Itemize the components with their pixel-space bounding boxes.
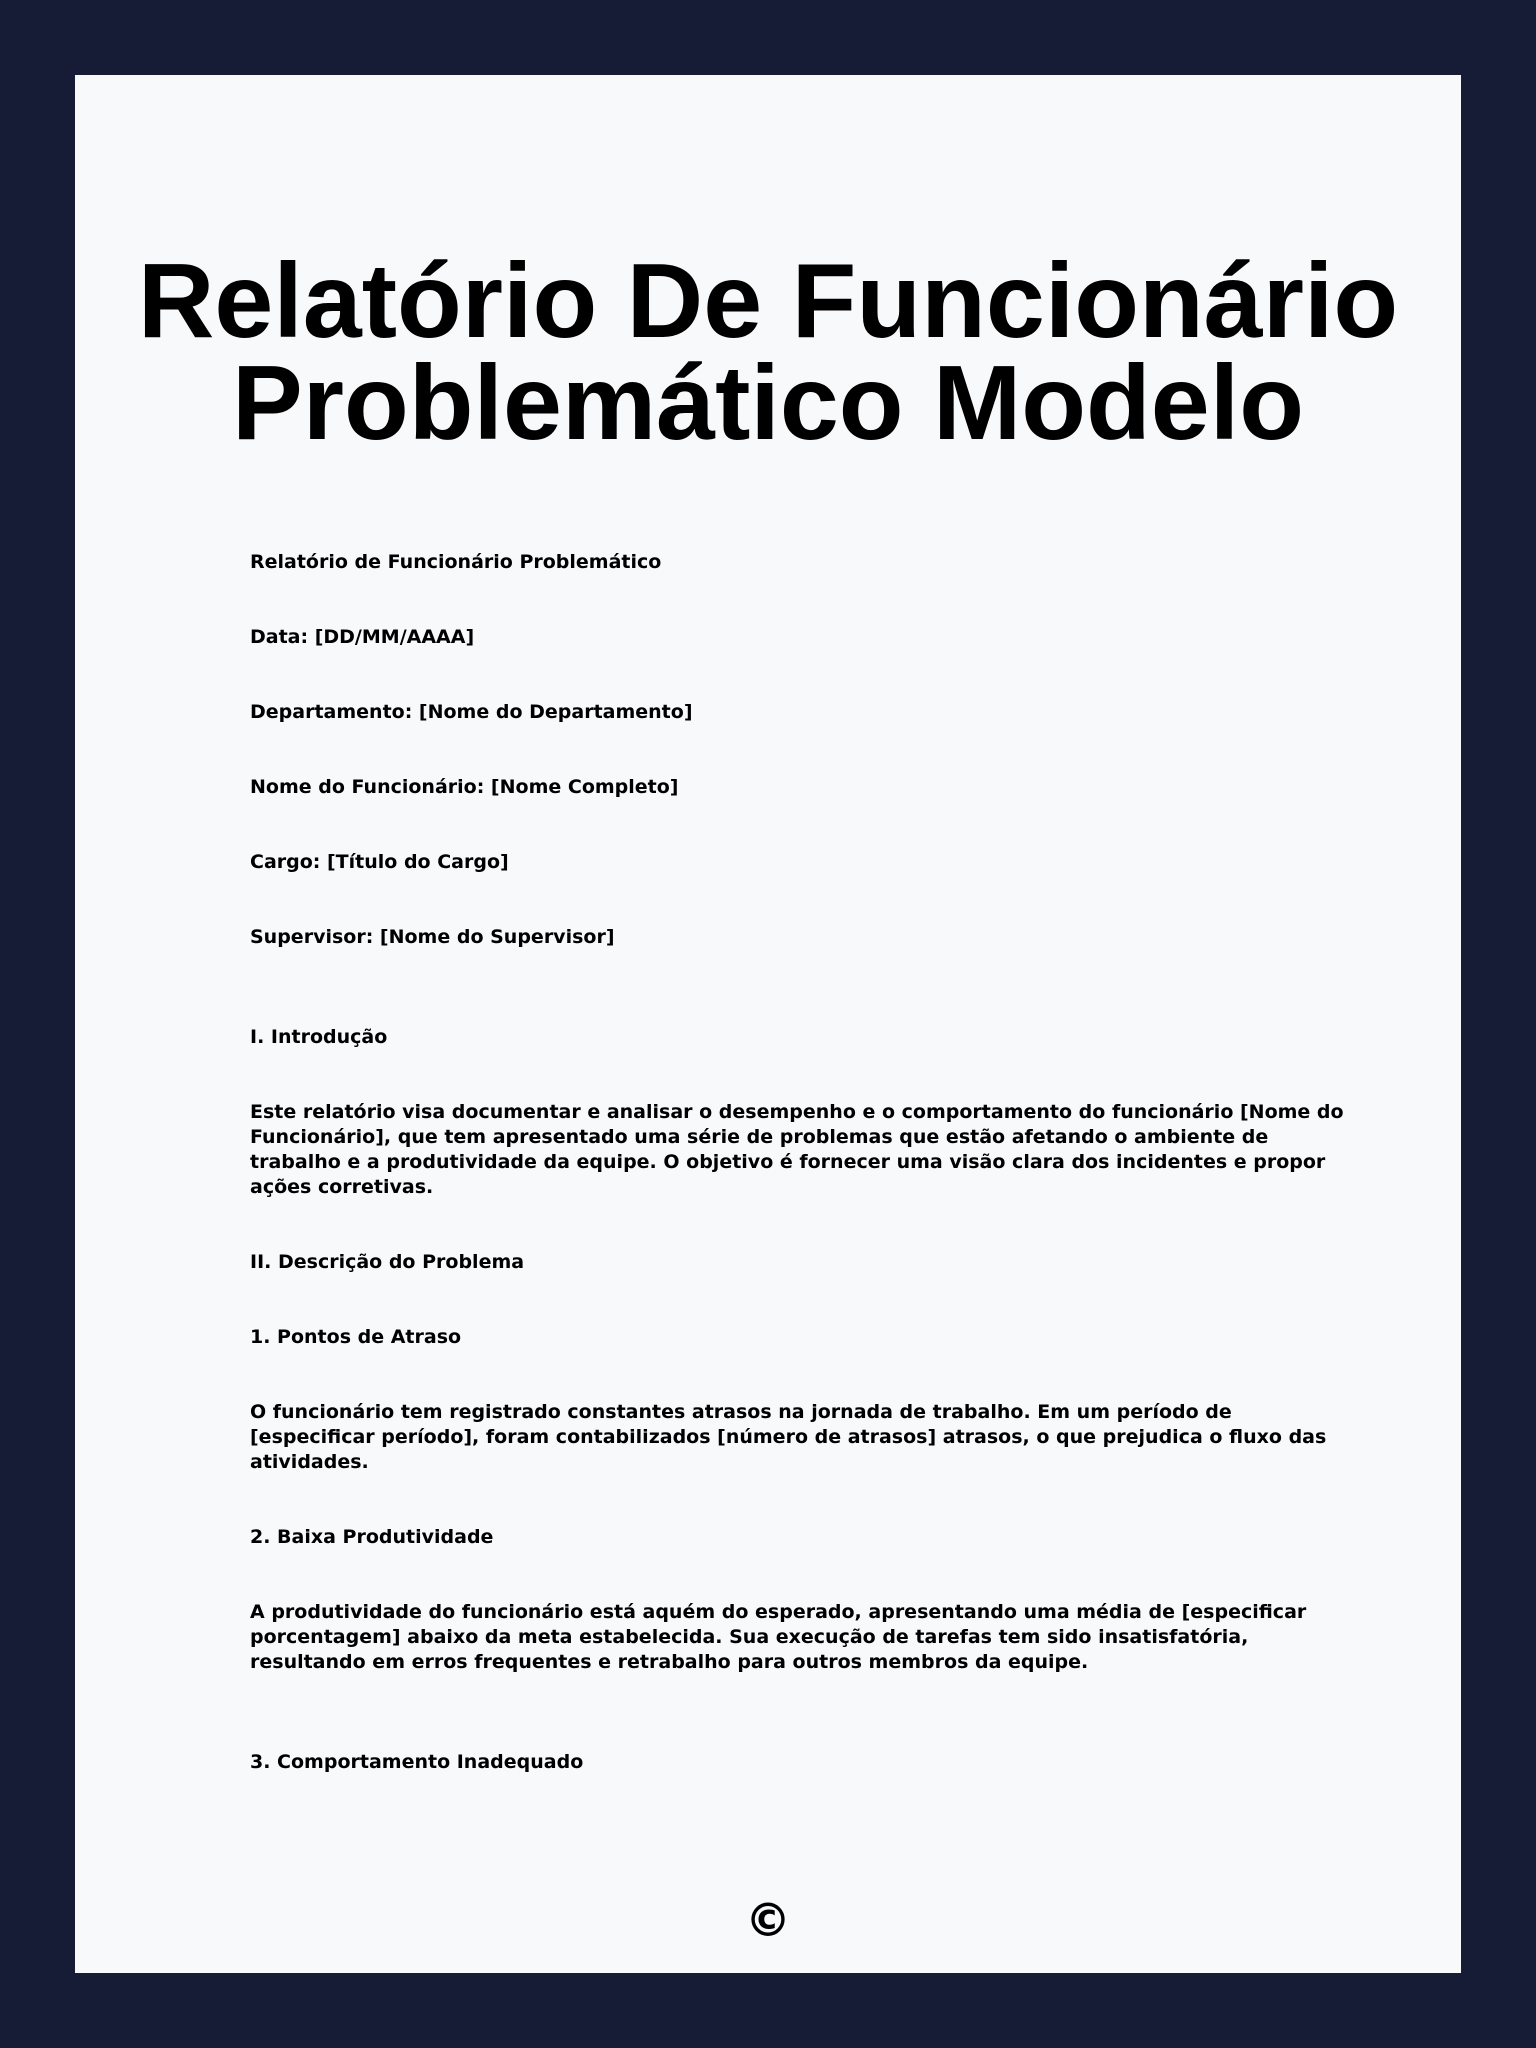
low-productivity-paragraph: A produtividade do funcionário está aquém do esperado, apresentando uma média de [especificar porcentagem] abaixo da meta estabelecida. Sua execução de tarefas tem sido insatisfatória, resultando em erros frequentes e retrabalho para outros membros da equipe. — [250, 1601, 1307, 1673]
position-field: Cargo: [Título do Cargo] — [250, 851, 509, 873]
document-page — [75, 75, 1461, 1973]
department-field: Departamento: [Nome do Departamento] — [250, 701, 693, 723]
inadequate-behavior-heading: 3. Comportamento Inadequado — [250, 1751, 584, 1773]
date-field: Data: [DD/MM/AAAA] — [250, 626, 475, 648]
supervisor-field: Supervisor: [Nome do Supervisor] — [250, 926, 615, 948]
employee-name-field: Nome do Funcionário: [Nome Completo] — [250, 776, 679, 798]
delays-paragraph: O funcionário tem registrado constantes atrasos na jornada de trabalho. Em um período de [especificar período], foram contabilizados [número de atrasos] atrasos, o que prejudica o fluxo das atividades. — [250, 1401, 1327, 1473]
low-productivity-heading: 2. Baixa Produtividade — [250, 1526, 494, 1548]
document-title: Relatório De Funcionário Problemático Modelo — [137, 242, 1399, 462]
introduction-heading: I. Introdução — [250, 1026, 388, 1048]
copyright-icon: © — [745, 1893, 791, 1947]
problem-description-heading: II. Descrição do Problema — [250, 1251, 525, 1273]
introduction-paragraph: Este relatório visa documentar e analisar o desempenho e o comportamento do funcionário [Nome do Funcionário], que tem apresentado uma série de problemas que estão afetando o ambiente de trabalho e a produtividade da equipe. O objetivo é fornecer uma visão clara dos incidentes e propor ações corretivas. — [250, 1101, 1344, 1198]
delays-heading: 1. Pontos de Atraso — [250, 1326, 462, 1348]
report-heading: Relatório de Funcionário Problemático — [250, 551, 662, 573]
